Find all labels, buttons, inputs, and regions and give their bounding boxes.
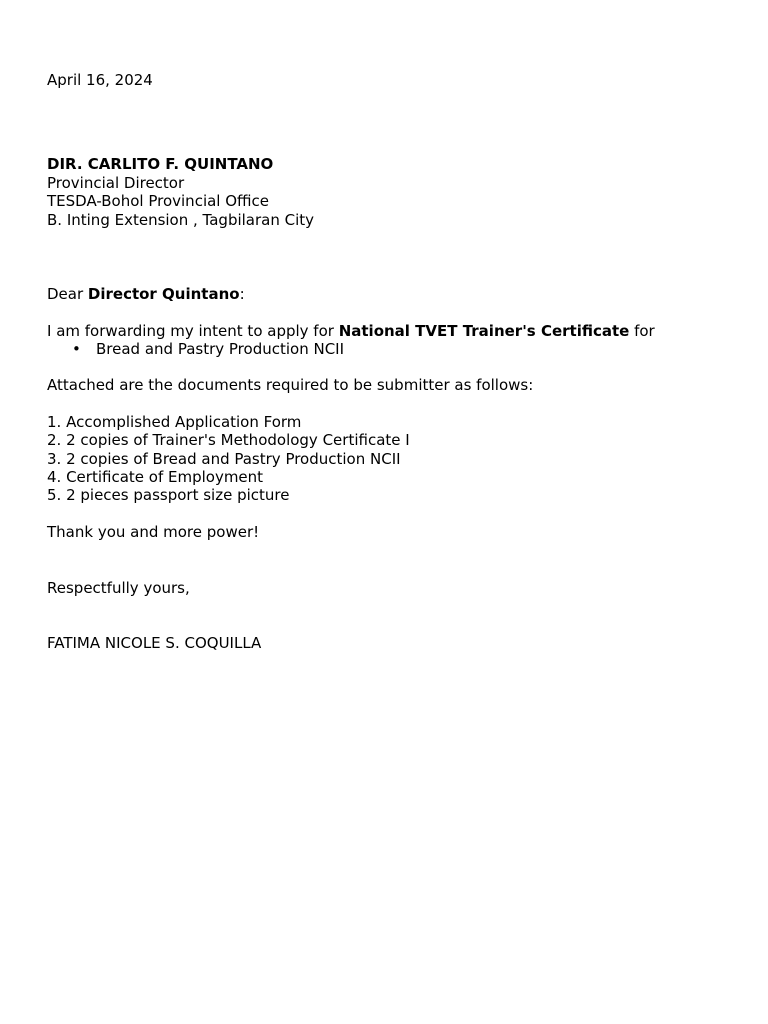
- intent-prefix: I am forwarding my intent to apply for: [47, 322, 339, 340]
- recipient-name: DIR. CARLITO F. QUINTANO: [47, 155, 274, 173]
- thanks-line: Thank you and more power!: [47, 523, 260, 541]
- recipient-title: Provincial Director: [47, 174, 185, 192]
- attached-intro: Attached are the documents required to be submitter as follows:: [47, 376, 534, 394]
- closing-line: Respectfully yours,: [47, 579, 190, 597]
- signatory-name: FATIMA NICOLE S. COQUILLA: [47, 634, 262, 652]
- intent-certificate: National TVET Trainer's Certificate: [338, 322, 630, 340]
- recipient-office: TESDA-Bohol Provincial Office: [47, 192, 270, 210]
- recipient-address: B. Inting Extension , Tagbilaran City: [47, 211, 315, 229]
- bullet-item: Bread and Pastry Production NCII: [96, 340, 345, 358]
- document-item: 4. Certificate of Employment: [47, 468, 264, 486]
- bullet-icon: •: [72, 340, 81, 358]
- salutation-suffix: :: [239, 285, 245, 303]
- document-item: 1. Accomplished Application Form: [47, 413, 302, 431]
- salutation-name: Director Quintano: [87, 285, 240, 303]
- salutation: [47, 285, 245, 303]
- document-item: 5. 2 pieces passport size picture: [47, 486, 290, 504]
- letter-date: April 16, 2024: [47, 71, 153, 89]
- intent-paragraph: [47, 322, 655, 340]
- document-item: 3. 2 copies of Bread and Pastry Production NCII: [47, 450, 401, 468]
- salutation-prefix: Dear: [47, 285, 88, 303]
- intent-suffix: for: [629, 322, 655, 340]
- document-item: 2. 2 copies of Trainer's Methodology Certificate I: [47, 431, 410, 449]
